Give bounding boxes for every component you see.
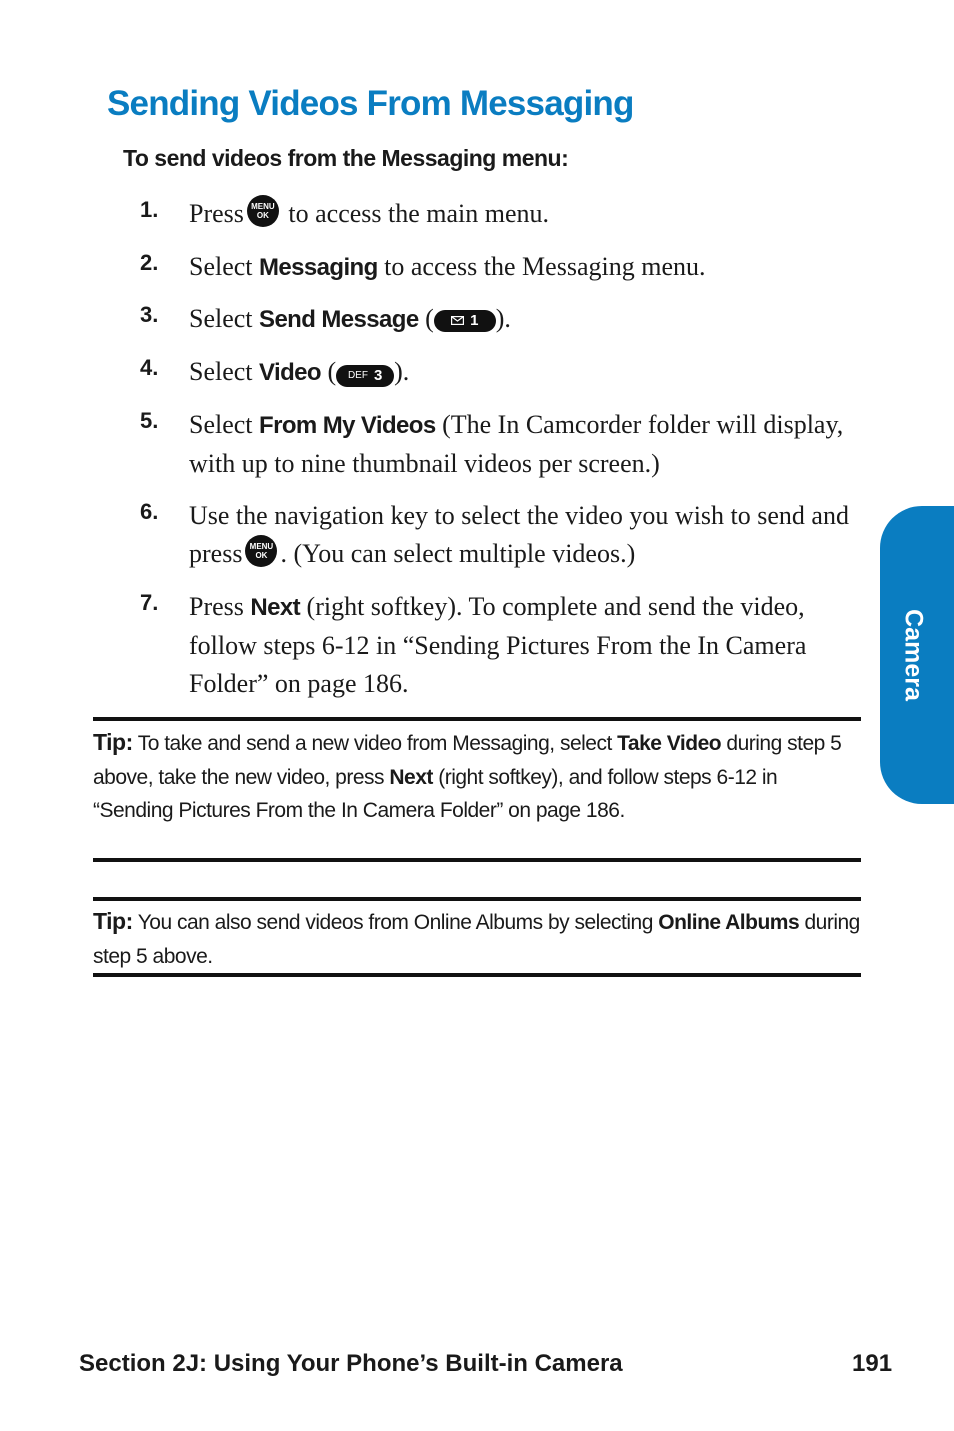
step-5 xyxy=(140,406,880,483)
envelope-key-icon: 1 xyxy=(434,310,496,332)
tip-box-2: Tip: You can also send videos from Online Albums by selecting Online Albums during step 5 above. xyxy=(93,897,861,977)
step-number: 6. xyxy=(140,499,159,524)
page-title: Sending Videos From Messaging xyxy=(107,84,634,123)
step-text: Select Send Message ( 1 ). xyxy=(189,304,511,333)
step-text: Select Messaging to access the Messaging menu. xyxy=(189,252,706,281)
chapter-tab-label: Camera xyxy=(899,609,928,701)
page-number: 191 xyxy=(852,1350,893,1377)
tip-label: Tip: xyxy=(93,729,133,755)
tip-softkey-next: Next xyxy=(389,765,433,789)
menu-option-send-message: Send Message xyxy=(259,306,419,333)
step-1 xyxy=(140,195,880,233)
section-subhead: To send videos from the Messaging menu: xyxy=(123,145,569,171)
step-number: 4. xyxy=(140,355,159,380)
menu-option-from-my-videos: From My Videos xyxy=(259,412,436,439)
step-6 xyxy=(140,497,880,573)
menu-option-messaging: Messaging xyxy=(259,254,378,281)
step-text: Press Next (right softkey). To complete and send the video, follow steps 6-12 in “Sending Pictures From the In Camera Folder” on page 186. xyxy=(189,592,807,698)
step-number: 3. xyxy=(140,302,159,327)
step-4 xyxy=(140,353,880,392)
step-number: 1. xyxy=(140,197,159,222)
step-number: 7. xyxy=(140,590,159,615)
footer-section-title: Section 2J: Using Your Phone’s Built-in Camera xyxy=(79,1350,623,1377)
menu-ok-key-icon: MENU OK xyxy=(245,535,277,567)
step-3 xyxy=(140,300,880,339)
step-2 xyxy=(140,248,880,287)
step-number: 2. xyxy=(140,250,159,275)
softkey-next: Next xyxy=(250,594,301,621)
tip-option-online-albums: Online Albums xyxy=(658,911,800,934)
step-text: Use the navigation key to select the video you wish to send and press MENU OK . (You can select multiple videos.) xyxy=(189,501,849,568)
tip-box-1: Tip: To take and send a new video from Messaging, select Take Video during step 5 above, take the new video, press Next (right softkey), and follow steps 6-12 in “Sending Pictures From the In Camera Folder” on page 186. xyxy=(93,717,861,862)
tip-label: Tip: xyxy=(93,908,133,934)
tip-option-take-video: Take Video xyxy=(617,732,722,755)
menu-ok-key-icon: MENU OK xyxy=(247,195,279,227)
step-text: Press MENU OK to access the main menu. xyxy=(189,195,869,233)
menu-option-video: Video xyxy=(259,359,321,386)
step-7 xyxy=(140,588,880,703)
step-text: Select From My Videos (The In Camcorder folder will display, with up to nine thumbnail videos per screen.) xyxy=(189,410,844,478)
step-text: Select Video ( DEF 3 ). xyxy=(189,357,410,386)
def-3-key-icon: DEF 3 xyxy=(336,365,394,387)
step-number: 5. xyxy=(140,408,159,433)
